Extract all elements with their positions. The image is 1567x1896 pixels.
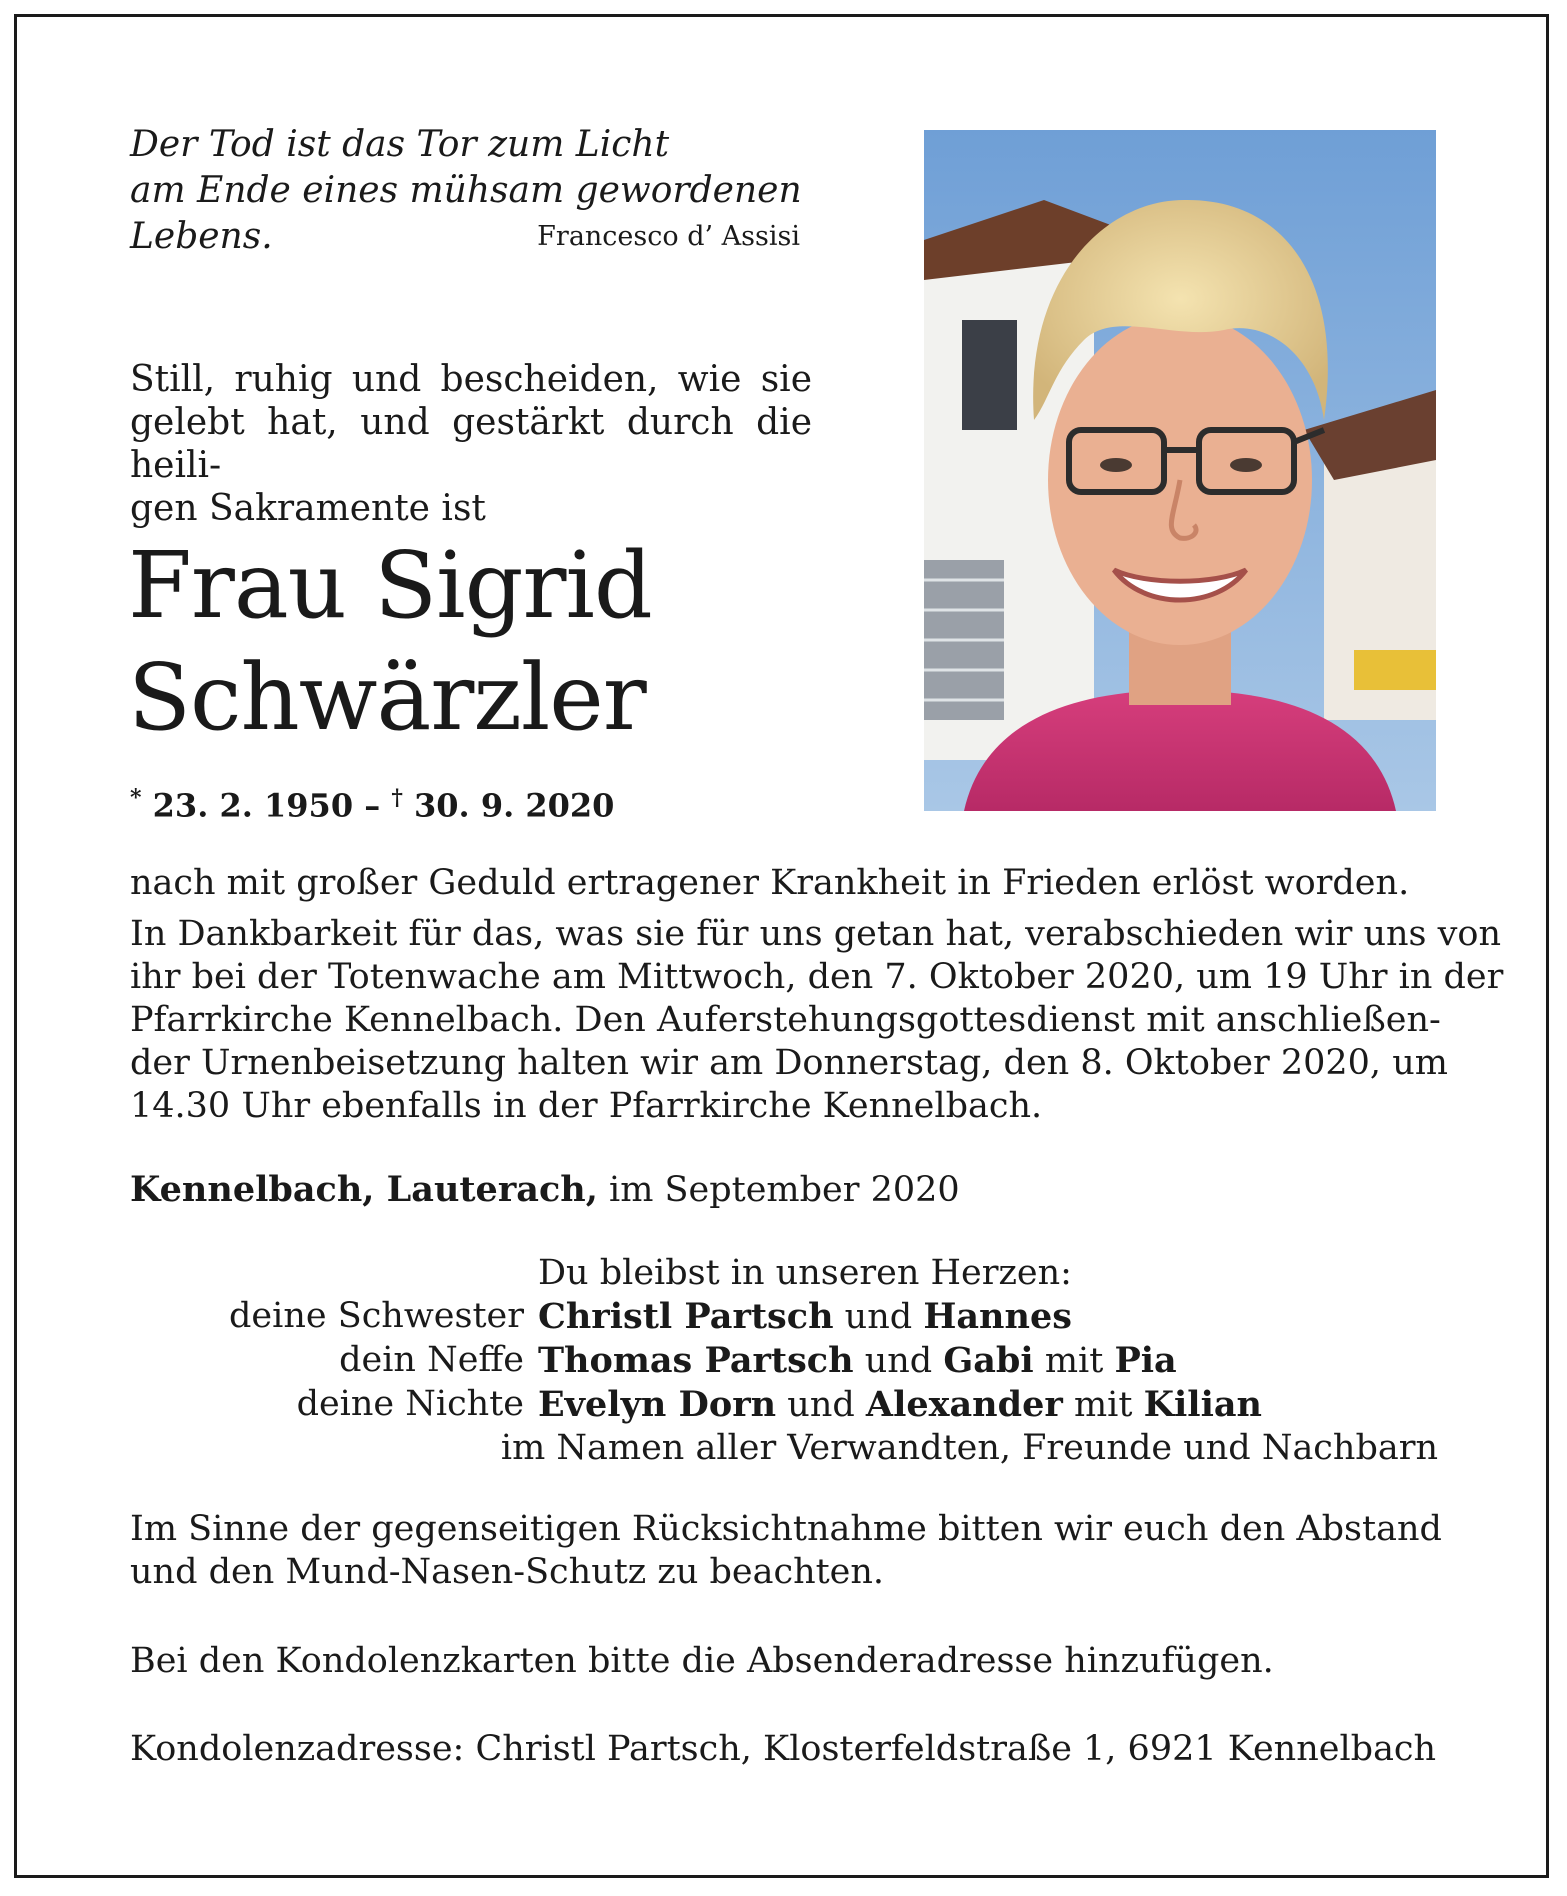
condolence-address: Kondolenzadresse: Christl Partsch, Klosterfeldstraße 1, 6921 Kennelbach — [130, 1729, 1437, 1769]
mourner-row — [130, 1383, 1438, 1427]
mourners-footer-row — [130, 1427, 1438, 1470]
mourner-relation: deine Nichte — [296, 1384, 524, 1424]
mourner-row — [130, 1295, 1438, 1339]
mourner-name: Evelyn Dorn — [538, 1384, 777, 1425]
covid-note — [130, 1508, 1442, 1594]
condolence-card-note: Bei den Kondolenzkarten bitte die Absenderadresse hinzufügen. — [130, 1641, 1274, 1681]
birth-symbol: * — [130, 785, 142, 811]
death-symbol: † — [391, 785, 403, 811]
mourner-relation: deine Schwester — [229, 1296, 524, 1336]
quote-line: Der Tod ist das Tor zum Licht — [130, 124, 670, 165]
name-line: Schwärzler — [128, 644, 646, 751]
mourner-relation: dein Neffe — [339, 1340, 524, 1380]
body-line: Pfarrkirche Kennelbach. Den Auferstehungsgottesdienst mit anschließen- — [130, 1000, 1441, 1040]
mourner-name: Hannes — [923, 1296, 1072, 1337]
place-date-line — [130, 1168, 960, 1212]
quote-author: Francesco d’ Assisi — [537, 221, 800, 252]
body-line: 14.30 Uhr ebenfalls in der Pfarrkirche Kennelbach. — [130, 1086, 1043, 1126]
mourner-row — [130, 1339, 1438, 1383]
mourners-footer: im Namen aller Verwandten, Freunde und Nachbarn — [500, 1428, 1438, 1468]
mourner-name: Christl Partsch — [538, 1296, 834, 1337]
name-line: Frau Sigrid — [128, 532, 652, 639]
mourner-name: Thomas Partsch — [538, 1340, 854, 1381]
place-date: im September 2020 — [609, 1170, 960, 1210]
mourner-name: Pia — [1114, 1340, 1177, 1381]
death-date: 30. 9. 2020 — [414, 786, 615, 825]
quote-line: am Ende eines mühsam gewordenen Lebens. — [130, 170, 802, 257]
deceased-name — [128, 530, 652, 754]
note-line: und den Mund-Nasen-Schutz zu beachten. — [130, 1552, 885, 1592]
portrait-photo — [924, 130, 1436, 811]
intro-line: Still, ruhig und bescheiden, wie sie — [130, 359, 812, 400]
body-line: der Urnenbeisetzung halten wir am Donnerstag, den 8. Oktober 2020, um — [130, 1043, 1448, 1083]
note-line: Im Sinne der gegenseitigen Rücksichtnahme bitten wir euch den Abstand — [130, 1509, 1442, 1549]
mourner-names: Evelyn Dorn und Alexander mit Kilian — [538, 1384, 1262, 1425]
mourner-name: Gabi — [943, 1340, 1034, 1381]
intro-line: gen Sakramente ist — [130, 488, 486, 529]
intro-text — [130, 358, 812, 530]
mourners-heading: Du bleibst in unseren Herzen: — [538, 1253, 1072, 1293]
mourners-heading-row — [130, 1252, 1438, 1295]
birth-date: 23. 2. 1950 — [152, 786, 354, 825]
place-names: Kennelbach, Lauterach, — [130, 1169, 598, 1210]
body-line: ihr bei der Totenwache am Mittwoch, den 7. Oktober 2020, um 19 Uhr in der — [130, 957, 1504, 997]
mourners-list — [130, 1252, 1438, 1470]
announcement-text — [130, 862, 1504, 1128]
funeral-paragraph — [130, 913, 1504, 1128]
life-dates — [130, 778, 614, 826]
mourner-names: Thomas Partsch und Gabi mit Pia — [538, 1340, 1177, 1381]
intro-line: gelebt hat, und gestärkt durch die heili- — [130, 402, 812, 486]
body-line: In Dankbarkeit für das, was sie für uns getan hat, verabschieden wir uns von — [130, 914, 1502, 954]
date-separator: – — [364, 786, 381, 825]
mourner-name: Alexander — [865, 1384, 1063, 1425]
mourner-names: Christl Partsch und Hannes — [538, 1296, 1072, 1337]
mourner-name: Kilian — [1143, 1384, 1262, 1425]
body-line: nach mit großer Geduld ertragener Krankheit in Frieden erlöst worden. — [130, 863, 1410, 903]
